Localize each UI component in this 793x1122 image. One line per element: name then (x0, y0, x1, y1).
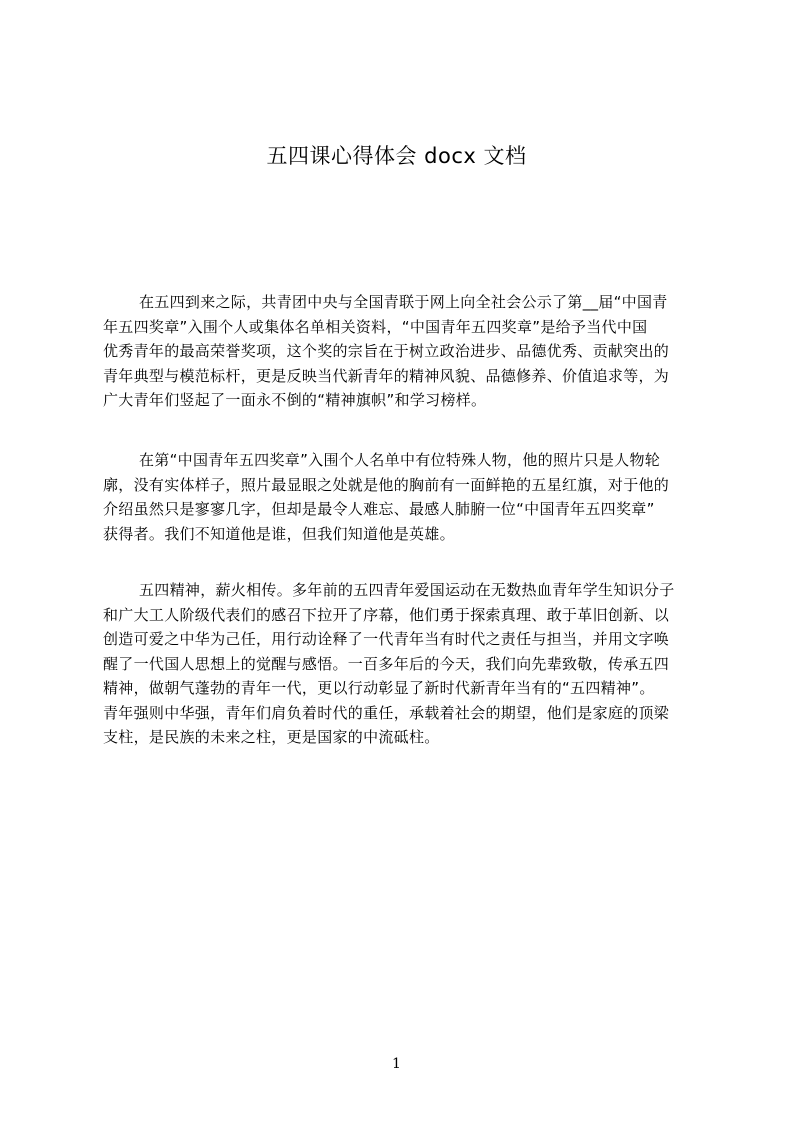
document-title: 五四课心得体会 docx 文档 (266, 144, 527, 168)
paragraph-1 (103, 290, 700, 413)
paragraph-line: 廓，没有实体样子，照片最显眼之处就是他的胸前有一面鲜艳的五星红旗，对于他的 (103, 475, 670, 494)
paragraph-line: 优秀青年的最高荣誉奖项，这个奖的宗旨在于树立政治进步、品德优秀、贡献突出的 (103, 342, 670, 360)
paragraph-line: 支柱，是民族的未来之柱，更是国家的中流砥柱。 (103, 728, 440, 746)
paragraph-line: 精神，做朝气蓬勃的青年一代，更以行动彰显了新时代新青年当有的“五四精神”。 (103, 679, 655, 697)
paragraph-line: 五四精神，薪火相传。多年前的五四青年爱国运动在无数热血青年学生知识分子 (139, 581, 675, 599)
paragraph-line: 和广大工人阶级代表们的感召下拉开了序幕，他们勇于探索真理、敢于革旧创新、以 (103, 605, 670, 624)
paragraph-3 (103, 578, 700, 750)
paragraph-line: 醒了一代国人思想上的觉醒与感悟。一百多年后的今天，我们向先辈致敬，传承五四 (103, 654, 670, 673)
paragraph-line: 获得者。我们不知道他是谁，但我们知道他是英雄。 (103, 524, 455, 543)
paragraph-line: 介绍虽然只是寥寥几字，但却是最令人难忘、最感人肺腑一位“中国青年五四奖章” (103, 500, 655, 518)
paragraph-line: 年五四奖章”入围个人或集体名单相关资料，“中国青年五四奖章”是给予当代中国 (103, 317, 648, 336)
paragraph-2 (103, 448, 700, 546)
paragraph-line: 青年强则中华强，青年们肩负着时代的重任，承载着社会的期望，他们是家庭的顶梁 (103, 703, 670, 722)
paragraph-line: 在第“中国青年五四奖章”入围个人名单中有位特殊人物，他的照片只是人物轮 (139, 451, 661, 469)
paragraph-line: 青年典型与模范标杆，更是反映当代新青年的精神风貌、品德修养、价值追求等，为 (103, 366, 670, 385)
page-number: 1 (392, 1056, 401, 1072)
paragraph-line: 广大青年们竖起了一面永不倒的“精神旗帜”和学习榜样。 (103, 391, 487, 409)
paragraph-line: 在五四到来之际，共青团中央与全国青联于网上向全社会公示了第__届“中国青 (139, 293, 668, 311)
paragraph-line: 创造可爱之中华为己任，用行动诠释了一代青年当有时代之责任与担当，并用文字唤 (103, 630, 670, 648)
